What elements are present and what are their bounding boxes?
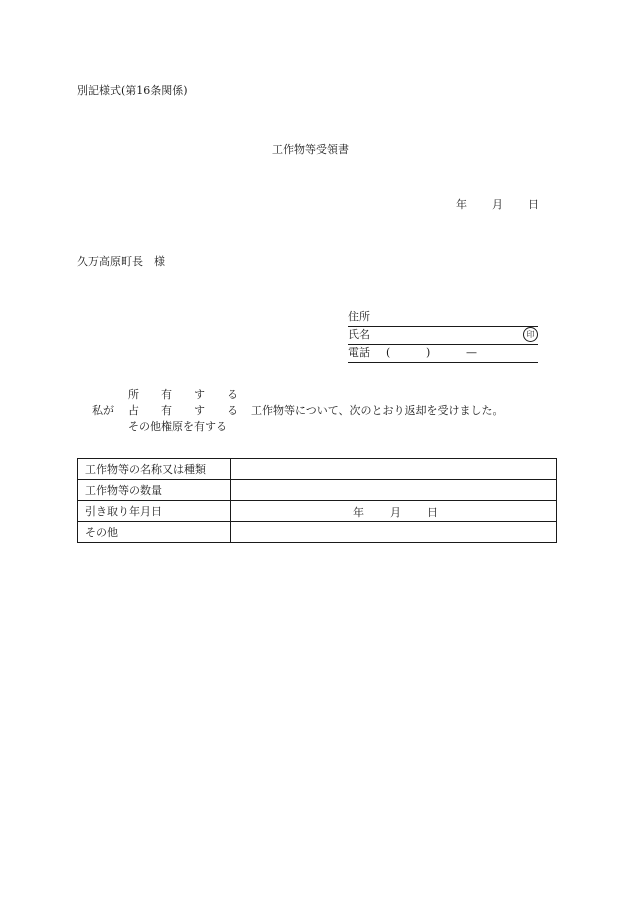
- header-date: [456, 198, 546, 212]
- pickup-date-month: 月: [390, 506, 401, 519]
- option2-char-1: 占: [128, 404, 139, 417]
- row-value-quantity[interactable]: [231, 480, 557, 501]
- name-field[interactable]: [348, 328, 538, 345]
- phone-dash: —: [466, 346, 477, 359]
- table-row: [78, 480, 557, 501]
- header-date-year: 年: [456, 198, 467, 211]
- pickup-date: [238, 504, 556, 518]
- document-title: 工作物等受領書: [272, 143, 349, 156]
- row-value-pickup-date[interactable]: [231, 501, 557, 522]
- option1-char-2: 有: [161, 388, 172, 401]
- option1-char-1: 所: [128, 388, 139, 401]
- statement-subject: 私が: [92, 404, 114, 417]
- row-label-quantity: 工作物等の数量: [78, 480, 231, 501]
- option2-char-4: る: [227, 404, 238, 417]
- phone-label: 電話: [348, 346, 370, 359]
- seal-mark-icon: 印: [523, 327, 538, 342]
- addressee: 久万高原町長 様: [77, 255, 165, 268]
- name-label: 氏名: [348, 328, 370, 341]
- item-details-table: [77, 458, 557, 543]
- row-value-other[interactable]: [231, 522, 557, 543]
- option1-char-4: る: [227, 388, 238, 401]
- address-field[interactable]: [348, 310, 538, 327]
- phone-open-paren: (: [386, 346, 391, 359]
- pickup-date-year: 年: [353, 506, 364, 519]
- table-row: [78, 501, 557, 522]
- option2-char-2: 有: [161, 404, 172, 417]
- option2-char-3: す: [194, 404, 205, 417]
- header-date-month: 月: [492, 198, 503, 211]
- header-date-day: 日: [528, 198, 539, 211]
- row-label-pickup-date: 引き取り年月日: [78, 501, 231, 522]
- address-label: 住所: [348, 310, 370, 323]
- form-reference: 別記様式(第16条関係): [77, 84, 188, 97]
- option1-char-3: す: [194, 388, 205, 401]
- table-row: [78, 459, 557, 480]
- row-label-name-type: 工作物等の名称又は種類: [78, 459, 231, 480]
- phone-field[interactable]: [348, 346, 538, 363]
- statement-body: 工作物等について、次のとおり返却を受けました。: [251, 404, 504, 417]
- row-label-other: その他: [78, 522, 231, 543]
- table-row: [78, 522, 557, 543]
- phone-close-paren: ): [426, 346, 431, 359]
- row-value-name-type[interactable]: [231, 459, 557, 480]
- ownership-option-3: その他権原を有する: [128, 420, 227, 433]
- pickup-date-day: 日: [427, 506, 438, 519]
